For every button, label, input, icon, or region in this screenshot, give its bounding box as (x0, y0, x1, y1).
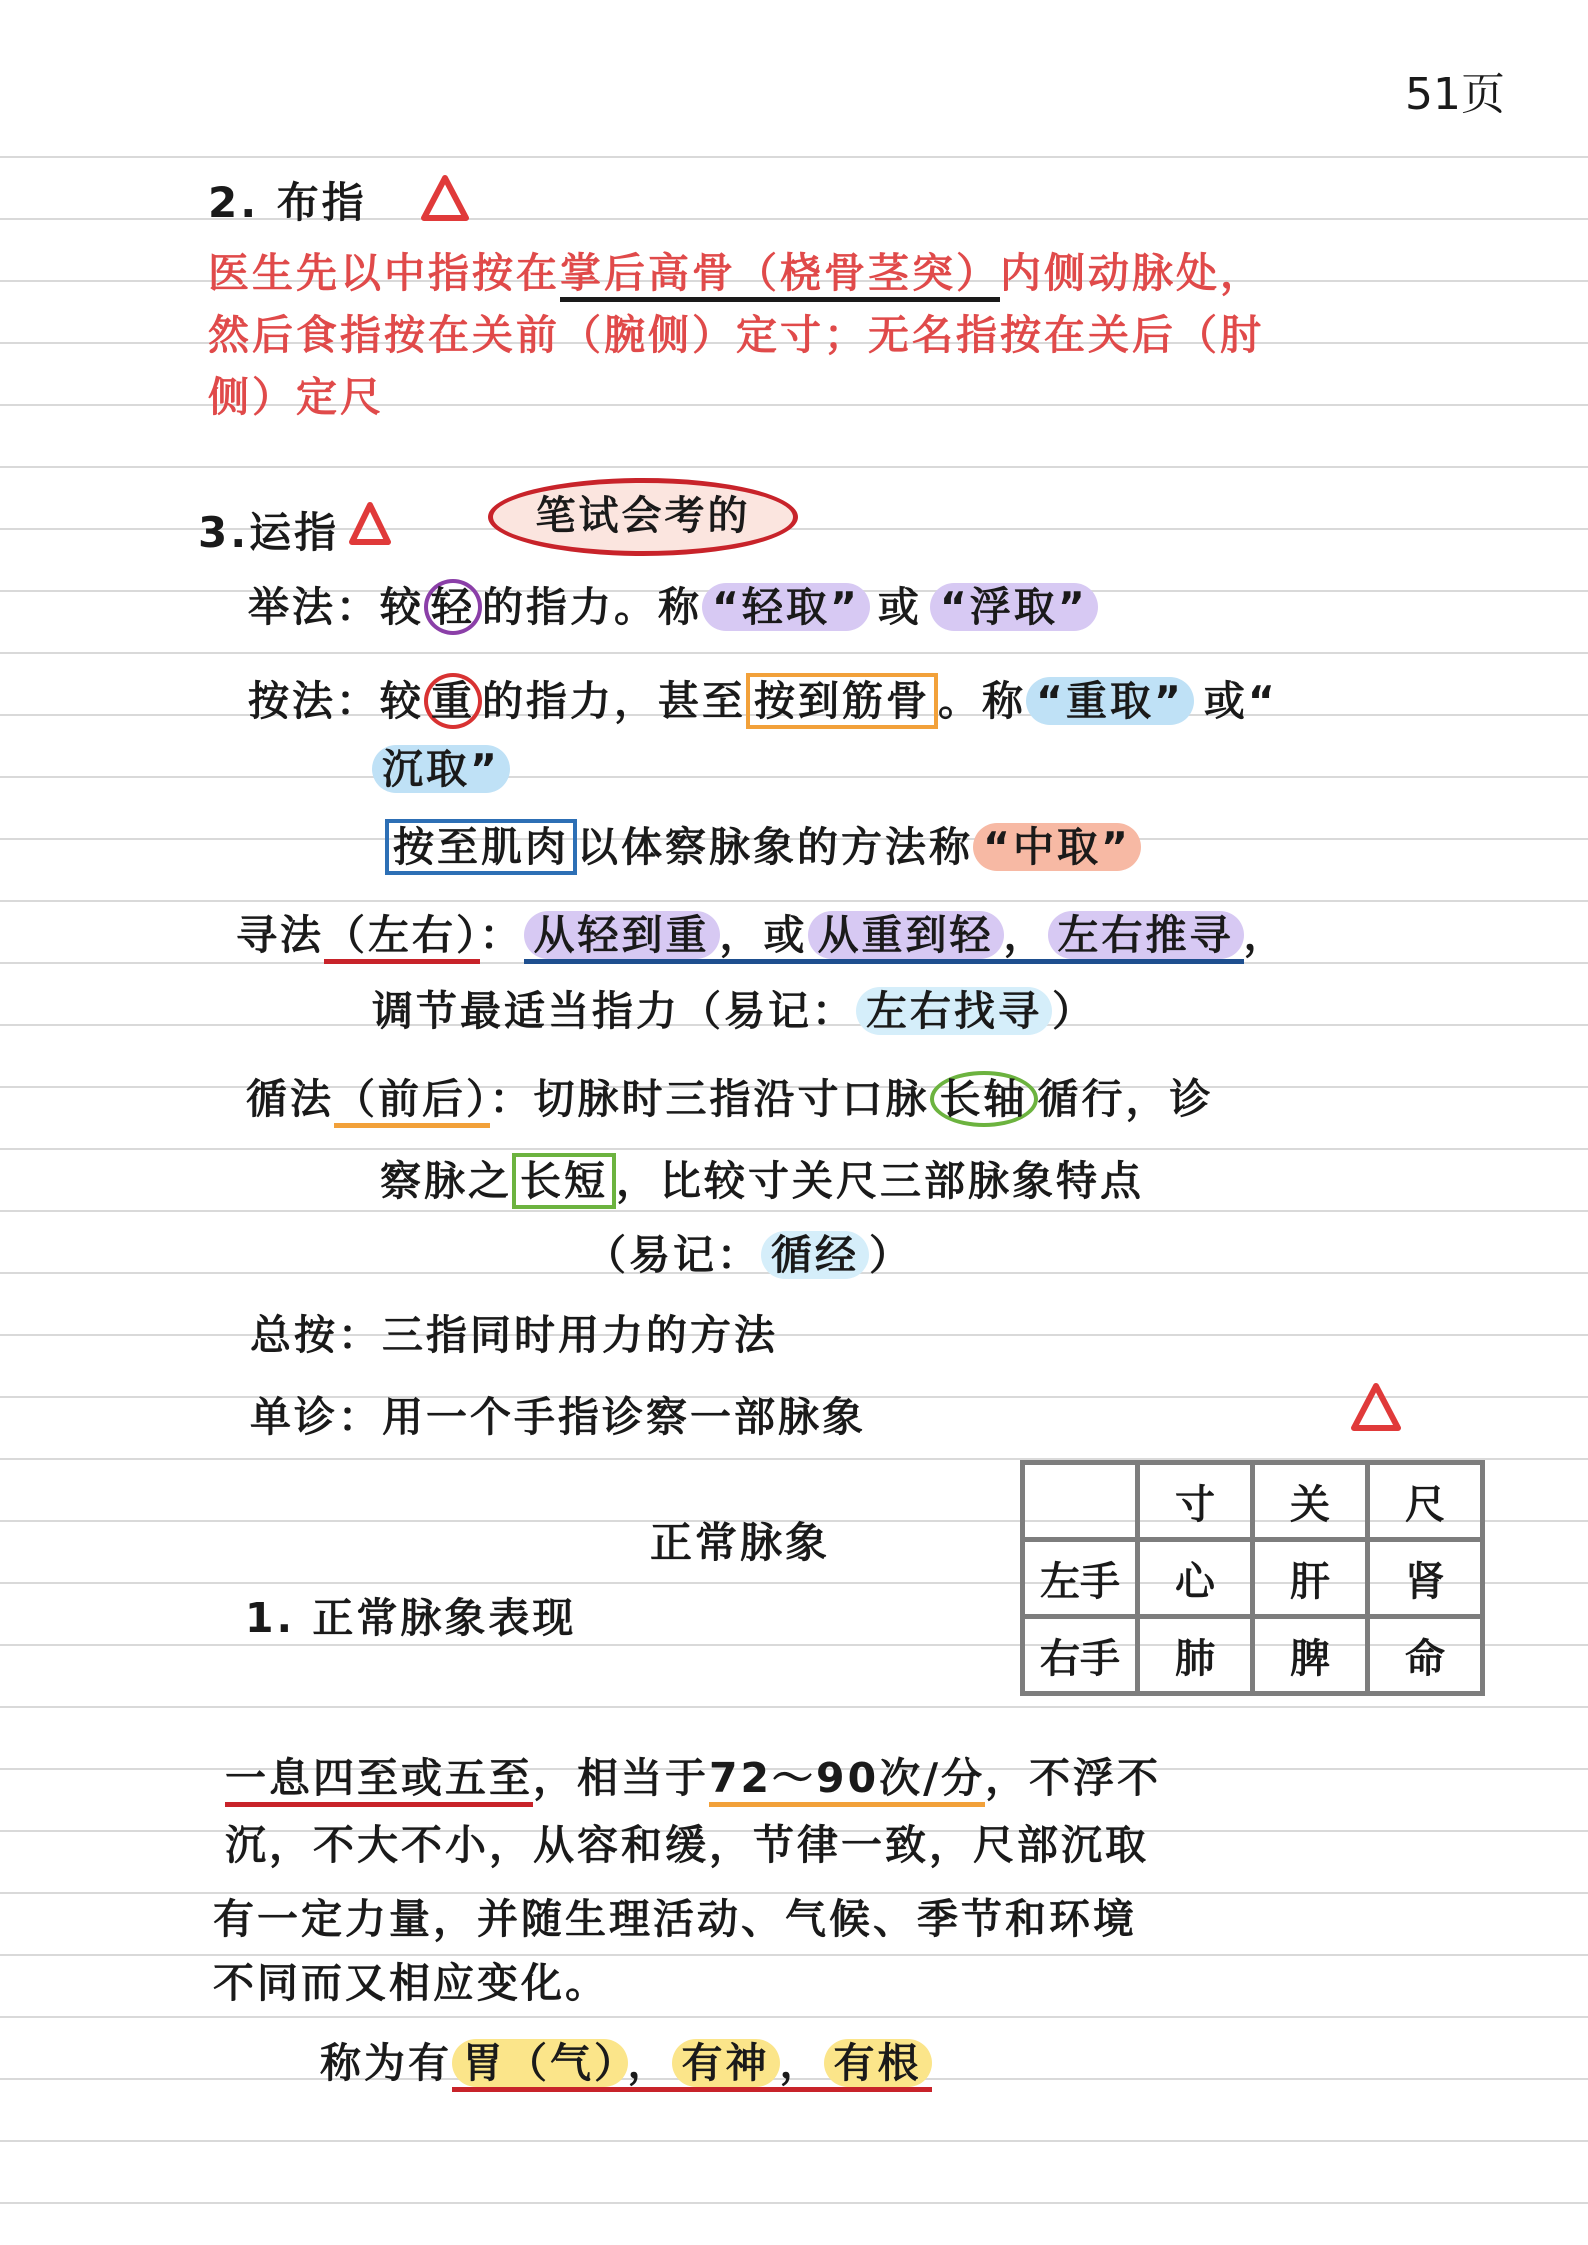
zhongqu-line (385, 814, 1141, 873)
page-number: 51页 (1405, 69, 1505, 120)
anfa-boxed-term: 按到筋骨 (746, 673, 938, 729)
exam-note-badge (488, 478, 798, 556)
table-cell: 命 (1368, 1617, 1483, 1694)
table-header-cell: 尺 (1368, 1463, 1483, 1540)
xunfa2-line3 (585, 1222, 913, 1281)
anfa-key-circled: 重 (424, 673, 482, 729)
jufa-mid: 的指力。称 (482, 583, 702, 631)
xunfa2-line3-c: ） (869, 1231, 913, 1279)
jufa-key-circled: 轻 (424, 579, 482, 635)
anfa-mid: 的指力，甚至 (482, 677, 746, 725)
xunfa-phrase2: 从重到轻 (808, 911, 1004, 959)
anfa-term-chenqu: 沉取” (372, 745, 510, 793)
zongan-line: 总按：三指同时用力的方法 (250, 1311, 778, 1359)
anfa-mid2: 。称 (938, 677, 1026, 725)
jufa-term-fuqu: “浮取” (930, 583, 1098, 631)
anfa-line (248, 668, 1278, 727)
section2-line2: 然后食指按在关前（腕侧）定寸；无名指按在关后（肘 (208, 311, 1264, 359)
summary-sep1: ， (627, 2039, 672, 2087)
danzhen-line: 单诊：用一个手指诊察一部脉象 (250, 1393, 866, 1441)
zhongqu-boxed-term: 按至肌肉 (385, 819, 577, 875)
section2-line1-underlined: 掌后高骨（桡骨茎突） (560, 249, 1000, 302)
jufa-term-qingqu: “轻取” (702, 583, 870, 631)
section2-heading: 2. 布指 (208, 178, 367, 227)
table-row (1023, 1617, 1483, 1694)
xunfa-sep2: ， (1003, 911, 1048, 959)
normal-pulse-title: 正常脉象 (650, 1518, 831, 1567)
summary-term-yougen: 有根 (824, 2039, 932, 2087)
xunfa-line2-c: ） (1052, 987, 1096, 1035)
exam-note-text: 笔试会考的 (535, 493, 751, 539)
jufa-label: 举法：较 (248, 583, 424, 631)
table-cell: 肺 (1138, 1617, 1253, 1694)
xunfa2-label: 循法 (246, 1075, 334, 1123)
warning-triangle-icon (1350, 1380, 1402, 1434)
xunfa2-line2-b: ，比较寸关尺三部脉象特点 (616, 1157, 1144, 1205)
normal-pulse-summary (320, 2030, 932, 2089)
table-row (1023, 1540, 1483, 1617)
xunfa-end: ， (1243, 911, 1288, 959)
xunfa-phrase1: 从轻到重 (524, 911, 720, 959)
summary-term-youshen: 有神 (672, 2039, 780, 2087)
xunfa2-text-a: ：切脉时三指沿寸口脉 (489, 1075, 930, 1123)
xunfa-colon: ： (479, 911, 524, 959)
table-cell: 心 (1138, 1540, 1253, 1617)
jufa-line (248, 574, 1098, 633)
summary-sep2: ， (779, 2039, 824, 2087)
section3-heading: 3.运指 (198, 508, 340, 557)
anfa-line2 (372, 736, 510, 795)
xunfa2-line (246, 1066, 1214, 1125)
pulse-position-table (1020, 1460, 1485, 1696)
normal-pulse-p1 (225, 1745, 1161, 1804)
summary-a: 称为有 (320, 2039, 452, 2087)
xunfa-line2 (372, 978, 1096, 1037)
xunfa-sep1: ，或 (719, 911, 808, 959)
jufa-or: 或 (877, 583, 922, 631)
xunfa2-line2 (380, 1148, 1144, 1207)
anfa-or: 或“ (1203, 677, 1278, 725)
table-cell: 肝 (1253, 1540, 1368, 1617)
warning-triangle-icon (420, 172, 470, 224)
table-header-cell (1023, 1463, 1138, 1540)
xunfa2-circled-term: 长轴 (930, 1071, 1038, 1127)
xunfa2-mnemonic: 循经 (761, 1231, 869, 1279)
normal-pulse-p4: 不同而又相应变化。 (213, 1959, 609, 2007)
xunfa2-boxed-term: 长短 (512, 1153, 616, 1209)
p1-underlined-a: 一息四至或五至 (225, 1754, 533, 1807)
table-cell: 右手 (1023, 1617, 1138, 1694)
section2-line3: 侧）定尺 (208, 373, 384, 421)
xunfa-mnemonic: 左右找寻 (856, 987, 1052, 1035)
p1-b: ，相当于 (533, 1754, 709, 1802)
normal-pulse-p3: 有一定力量，并随生理活动、气候、季节和环境 (213, 1895, 1137, 1943)
normal-pulse-subheading: 1. 正常脉象表现 (245, 1594, 577, 1642)
xunfa2-line3-a: （易记： (585, 1231, 761, 1279)
normal-pulse-p2: 沉，不大不小，从容和缓，节律一致，尺部沉取 (225, 1821, 1149, 1869)
summary-term-weiqi: 胃（气） (452, 2039, 628, 2087)
xunfa-line2-a: 调节最适当指力（易记： (372, 987, 856, 1035)
table-row (1023, 1463, 1483, 1540)
xunfa2-paren: （前后） (334, 1075, 490, 1128)
table-header-cell: 寸 (1138, 1463, 1253, 1540)
xunfa-line (236, 902, 1288, 961)
zhongqu-term: “中取” (973, 823, 1141, 871)
xunfa2-line2-a: 察脉之 (380, 1157, 512, 1205)
table-header-cell: 关 (1253, 1463, 1368, 1540)
xunfa-label: 寻法 (236, 911, 324, 959)
table-cell: 脾 (1253, 1617, 1368, 1694)
p1-d: ，不浮不 (985, 1754, 1162, 1802)
zhongqu-text: 以体察脉象的方法称 (577, 823, 973, 871)
section2-line1 (208, 240, 1264, 299)
anfa-label: 按法：较 (248, 677, 424, 725)
table-cell: 肾 (1368, 1540, 1483, 1617)
warning-triangle-icon (348, 500, 392, 548)
xunfa-paren: （左右） (324, 911, 480, 964)
p1-rate: 72～90次/分 (709, 1754, 985, 1807)
table-cell: 左手 (1023, 1540, 1138, 1617)
section2-line1-a: 医生先以中指按在 (208, 249, 560, 297)
xunfa2-text-b: 循行，诊 (1037, 1075, 1214, 1123)
xunfa-phrase3: 左右推寻 (1048, 911, 1244, 959)
section2-line1-c: 内侧动脉处， (1000, 249, 1264, 297)
anfa-term-zhongqu: “重取” (1026, 677, 1194, 725)
